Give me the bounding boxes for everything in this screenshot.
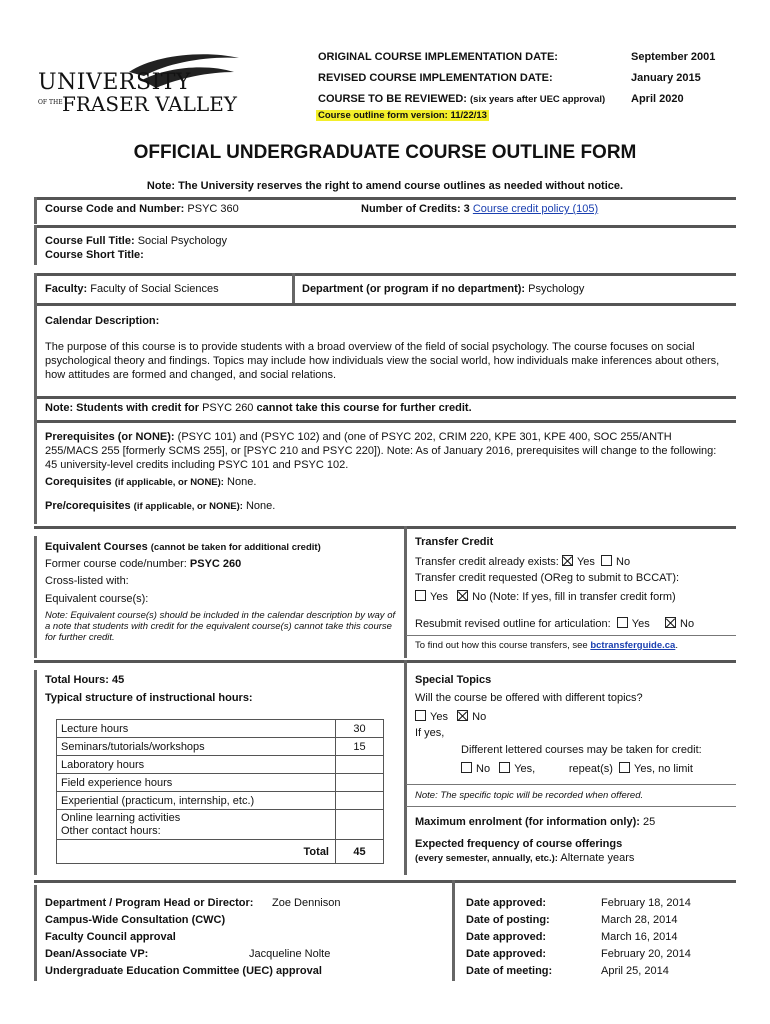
calendar-label: Calendar Description: — [45, 315, 160, 327]
divider — [34, 880, 736, 883]
resubmit-yes-checkbox[interactable] — [617, 617, 628, 628]
former-course-value: PSYC 260 — [189, 558, 242, 570]
equivalent-note: Note: Equivalent course(s) should be included in the calendar description by way of a note that students with credit for the equivalent course(s) cannot take this course for further credit. — [45, 610, 396, 643]
rev-date-label: REVISED COURSE IMPLEMENTATION DATE: — [318, 72, 553, 84]
transfer-requested-no-checkbox[interactable] — [457, 590, 468, 601]
divider — [34, 420, 37, 524]
transfer-requested-yes: Yes — [430, 591, 448, 603]
university-logo — [34, 50, 244, 120]
resubmit-no-checkbox[interactable] — [665, 617, 676, 628]
frequency-note: (every semester, annually, etc.): — [415, 853, 558, 864]
credits-label: Number of Credits: 3 — [361, 203, 470, 215]
frequency-label: Expected frequency of course offerings — [415, 838, 623, 850]
divider — [34, 420, 736, 423]
course-code-label: Course Code and Number: — [45, 203, 185, 215]
transfer-exists-yes: Yes — [576, 556, 595, 568]
hours-total-label: Total — [57, 840, 336, 864]
approval-date-label-3: Date approved: — [466, 948, 547, 960]
hours-table — [56, 719, 384, 864]
table-row — [57, 840, 384, 864]
hours-row-value — [336, 774, 384, 792]
review-date-label: COURSE TO BE REVIEWED: — [318, 93, 467, 105]
divider — [34, 273, 736, 276]
divider — [34, 396, 736, 399]
divider — [452, 880, 455, 981]
divider — [404, 526, 407, 658]
hours-row-label: Online learning activities — [61, 811, 181, 824]
credit-note-part2: cannot take this course for further credit. — [256, 402, 472, 414]
prereq-text: (PSYC 101) and (PSYC 102) and (one of PSYC 202, CRIM 220, KPE 301, KPE 400, SOC 255/ANTH 255/MACS 255 [formerly SCMS 255], or [PSYC 210 and PSYC 220]). Note: As of January 2016, prerequisites will change to the following: 45 university-level credits including PSYC 101 and PSYC 102. — [45, 431, 717, 471]
hours-row-label: Experiential (practicum, internship, etc.) — [57, 792, 336, 810]
hours-row-label: Laboratory hours — [57, 756, 336, 774]
max-enrolment-row — [415, 816, 655, 828]
course-code-value: PSYC 360 — [187, 203, 239, 215]
table-row — [57, 738, 384, 756]
special-topics-answer — [415, 710, 486, 723]
lettered-nolimit-checkbox[interactable] — [619, 762, 630, 773]
table-row — [57, 756, 384, 774]
credits-row — [361, 203, 598, 215]
divider — [292, 273, 295, 303]
approval-date-3: February 20, 2014 — [601, 948, 691, 960]
faculty-row — [45, 283, 219, 295]
transfer-label: Transfer Credit — [415, 536, 494, 548]
divider — [34, 396, 37, 420]
faculty-label: Faculty: — [45, 283, 88, 295]
precoreq-value: None. — [245, 500, 276, 512]
amend-note: Note: The University reserves the right to amend course outlines as needed without notice. — [146, 180, 624, 192]
coreq-row — [45, 476, 256, 488]
hours-row-label: Seminars/tutorials/workshops — [57, 738, 336, 756]
resubmit-yes: Yes — [631, 618, 650, 630]
hours-row-value — [336, 810, 384, 840]
orig-date-label: ORIGINAL COURSE IMPLEMENTATION DATE: — [318, 51, 558, 63]
transfer-requested-no: No — [472, 591, 487, 603]
approval-left-3: Dean/Associate VP: — [45, 948, 149, 960]
faculty-value: Faculty of Social Sciences — [90, 283, 219, 295]
transfer-requested-yes-checkbox[interactable] — [415, 590, 426, 601]
approval-date-label-1: Date of posting: — [466, 914, 550, 926]
review-date-value: April 2020 — [631, 93, 684, 105]
approval-name-0: Zoe Dennison — [272, 897, 341, 909]
credit-note-course: PSYC 260 — [202, 402, 254, 414]
resubmit-label: Resubmit revised outline for articulation: — [415, 618, 611, 630]
table-row — [57, 810, 384, 840]
hours-row-label: Field experience hours — [57, 774, 336, 792]
approval-date-4: April 25, 2014 — [601, 965, 669, 977]
frequency-value: Alternate years — [560, 852, 635, 864]
full-title-row — [45, 235, 227, 247]
full-title-value: Social Psychology — [137, 235, 227, 247]
former-course-label: Former course code/number: — [45, 558, 187, 570]
equivalent-label: Equivalent Courses — [45, 541, 148, 553]
lettered-nolimit: Yes, no limit — [634, 763, 693, 775]
lettered-courses-label: Different lettered courses may be taken for credit: — [461, 744, 702, 756]
find-out-row — [415, 640, 678, 651]
approval-date-1: March 28, 2014 — [601, 914, 678, 926]
precoreq-note: (if applicable, or NONE): — [133, 501, 243, 512]
divider — [34, 303, 736, 306]
rev-date-value: January 2015 — [631, 72, 701, 84]
orig-date-value: September 2001 — [631, 51, 716, 63]
divider — [34, 273, 37, 303]
divider — [34, 303, 37, 396]
transfer-exists-no-checkbox[interactable] — [601, 555, 612, 566]
table-row — [57, 792, 384, 810]
divider — [34, 670, 37, 875]
divider — [34, 660, 736, 663]
divider — [406, 635, 736, 636]
approval-left-0: Department / Program Head or Director: — [45, 897, 254, 909]
calendar-text: The purpose of this course is to provide students with a broad overview of the field of social psychology. The course focuses on social psychological theory and findings. Topics may include how individuals view the social world, how individuals make inferences about others, how attitudes are formed and changed, and social relations. — [45, 341, 720, 381]
special-ifyes: If yes, — [415, 727, 445, 739]
transfer-requested-label: Transfer credit requested (OReg to submit to BCCAT): — [415, 572, 680, 584]
equivalent-heading — [45, 541, 321, 553]
transfer-exists-yes-checkbox[interactable] — [562, 555, 573, 566]
special-topics-question: Will the course be offered with different topics? — [415, 692, 643, 704]
approval-date-label-4: Date of meeting: — [466, 965, 553, 977]
credit-policy-link[interactable]: Course credit policy (105) — [472, 203, 599, 215]
precoreq-row — [45, 500, 275, 512]
divider — [406, 784, 736, 785]
course-code-row — [45, 203, 239, 215]
special-yes-checkbox[interactable] — [415, 710, 426, 721]
transfer-exists-label: Transfer credit already exists: — [415, 556, 559, 568]
coreq-label: Corequisites — [45, 476, 112, 488]
lettered-yes-checkbox[interactable] — [499, 762, 510, 773]
coreq-note: (if applicable, or NONE): — [114, 477, 224, 488]
special-no: No — [472, 711, 487, 723]
max-enrolment-value: 25 — [642, 816, 656, 828]
approval-date-label-2: Date approved: — [466, 931, 547, 943]
equivalent-label-note: (cannot be taken for additional credit) — [150, 542, 321, 553]
resubmit-no: No — [680, 618, 695, 630]
divider — [34, 197, 736, 200]
full-title-label: Course Full Title: — [45, 235, 135, 247]
review-date-row — [318, 93, 605, 105]
department-label: Department (or program if no department): — [302, 283, 526, 295]
lettered-options — [461, 762, 693, 775]
approval-left-1: Campus-Wide Consultation (CWC) — [45, 914, 226, 926]
approval-date-0: February 18, 2014 — [601, 897, 691, 909]
approval-left-4: Undergraduate Education Committee (UEC) approval — [45, 965, 322, 977]
divider — [34, 225, 736, 228]
approval-left-2: Faculty Council approval — [45, 931, 176, 943]
special-topics-label: Special Topics — [415, 674, 492, 686]
table-row — [57, 774, 384, 792]
credit-note-part1: Note: Students with credit for — [45, 402, 199, 414]
hours-row-value — [336, 792, 384, 810]
approval-date-2: March 16, 2014 — [601, 931, 678, 943]
divider — [34, 526, 736, 529]
hours-other-cell — [57, 810, 336, 840]
precoreq-label: Pre/corequisites — [45, 500, 131, 512]
total-hours-label: Total Hours: 45 — [45, 674, 125, 686]
divider — [34, 225, 37, 265]
logo-line2: FRASER VALLEY — [62, 92, 237, 116]
transfer-requested-note: (Note: If yes, fill in transfer credit form) — [489, 591, 676, 603]
department-value: Psychology — [528, 283, 585, 295]
prereq-label: Prerequisites (or NONE): — [45, 431, 175, 443]
table-row — [57, 720, 384, 738]
divider — [34, 885, 37, 981]
lettered-yes: Yes, — [514, 763, 536, 775]
approval-date-label-0: Date approved: — [466, 897, 547, 909]
typical-structure-label: Typical structure of instructional hours: — [45, 692, 253, 704]
logo-ofthe: OF THE — [38, 99, 63, 106]
divider — [404, 660, 407, 875]
transfer-exists-no: No — [616, 556, 631, 568]
department-row — [302, 283, 584, 295]
lettered-repeat: repeat(s) — [568, 763, 613, 775]
special-no-checkbox[interactable] — [457, 710, 468, 721]
max-enrolment-label: Maximum enrolment (for information only): — [415, 816, 640, 828]
logo-line1: UNIVERSITY — [38, 70, 191, 95]
credit-note — [45, 402, 472, 414]
short-title-label: Course Short Title: — [45, 249, 144, 261]
former-course-row — [45, 558, 241, 570]
prereq-block — [45, 430, 725, 472]
page-title: OFFICIAL UNDERGRADUATE COURSE OUTLINE FORM — [133, 142, 637, 163]
divider — [34, 197, 37, 224]
hours-row-value — [336, 756, 384, 774]
transfer-requested-row — [415, 590, 676, 603]
hours-row-value: 15 — [336, 738, 384, 756]
hours-total-value: 45 — [336, 840, 384, 864]
hours-row-value: 30 — [336, 720, 384, 738]
lettered-no-checkbox[interactable] — [461, 762, 472, 773]
special-yes: Yes — [430, 711, 448, 723]
lettered-no: No — [476, 763, 491, 775]
equivalent-courses-label: Equivalent course(s): — [45, 593, 149, 605]
resubmit-row — [415, 617, 694, 630]
divider — [406, 806, 736, 807]
find-out-end: . — [675, 640, 678, 651]
cross-listed-label: Cross-listed with: — [45, 575, 129, 587]
coreq-value: None. — [227, 476, 257, 488]
divider — [34, 536, 37, 658]
frequency-row — [415, 852, 634, 864]
find-out-text: To find out how this course transfers, see — [415, 640, 588, 651]
transfer-exists-row — [415, 555, 630, 568]
review-date-note: (six years after UEC approval) — [470, 94, 606, 105]
other-contact-label: Other contact hours: — [61, 824, 161, 837]
form-version: Course outline form version: 11/22/13 — [318, 110, 487, 121]
hours-row-label: Lecture hours — [57, 720, 336, 738]
bctransferguide-link[interactable]: bctransferguide.ca — [590, 640, 676, 651]
special-topics-note: Note: The specific topic will be recorded when offered. — [415, 790, 644, 801]
approval-name-3: Jacqueline Nolte — [249, 948, 331, 960]
